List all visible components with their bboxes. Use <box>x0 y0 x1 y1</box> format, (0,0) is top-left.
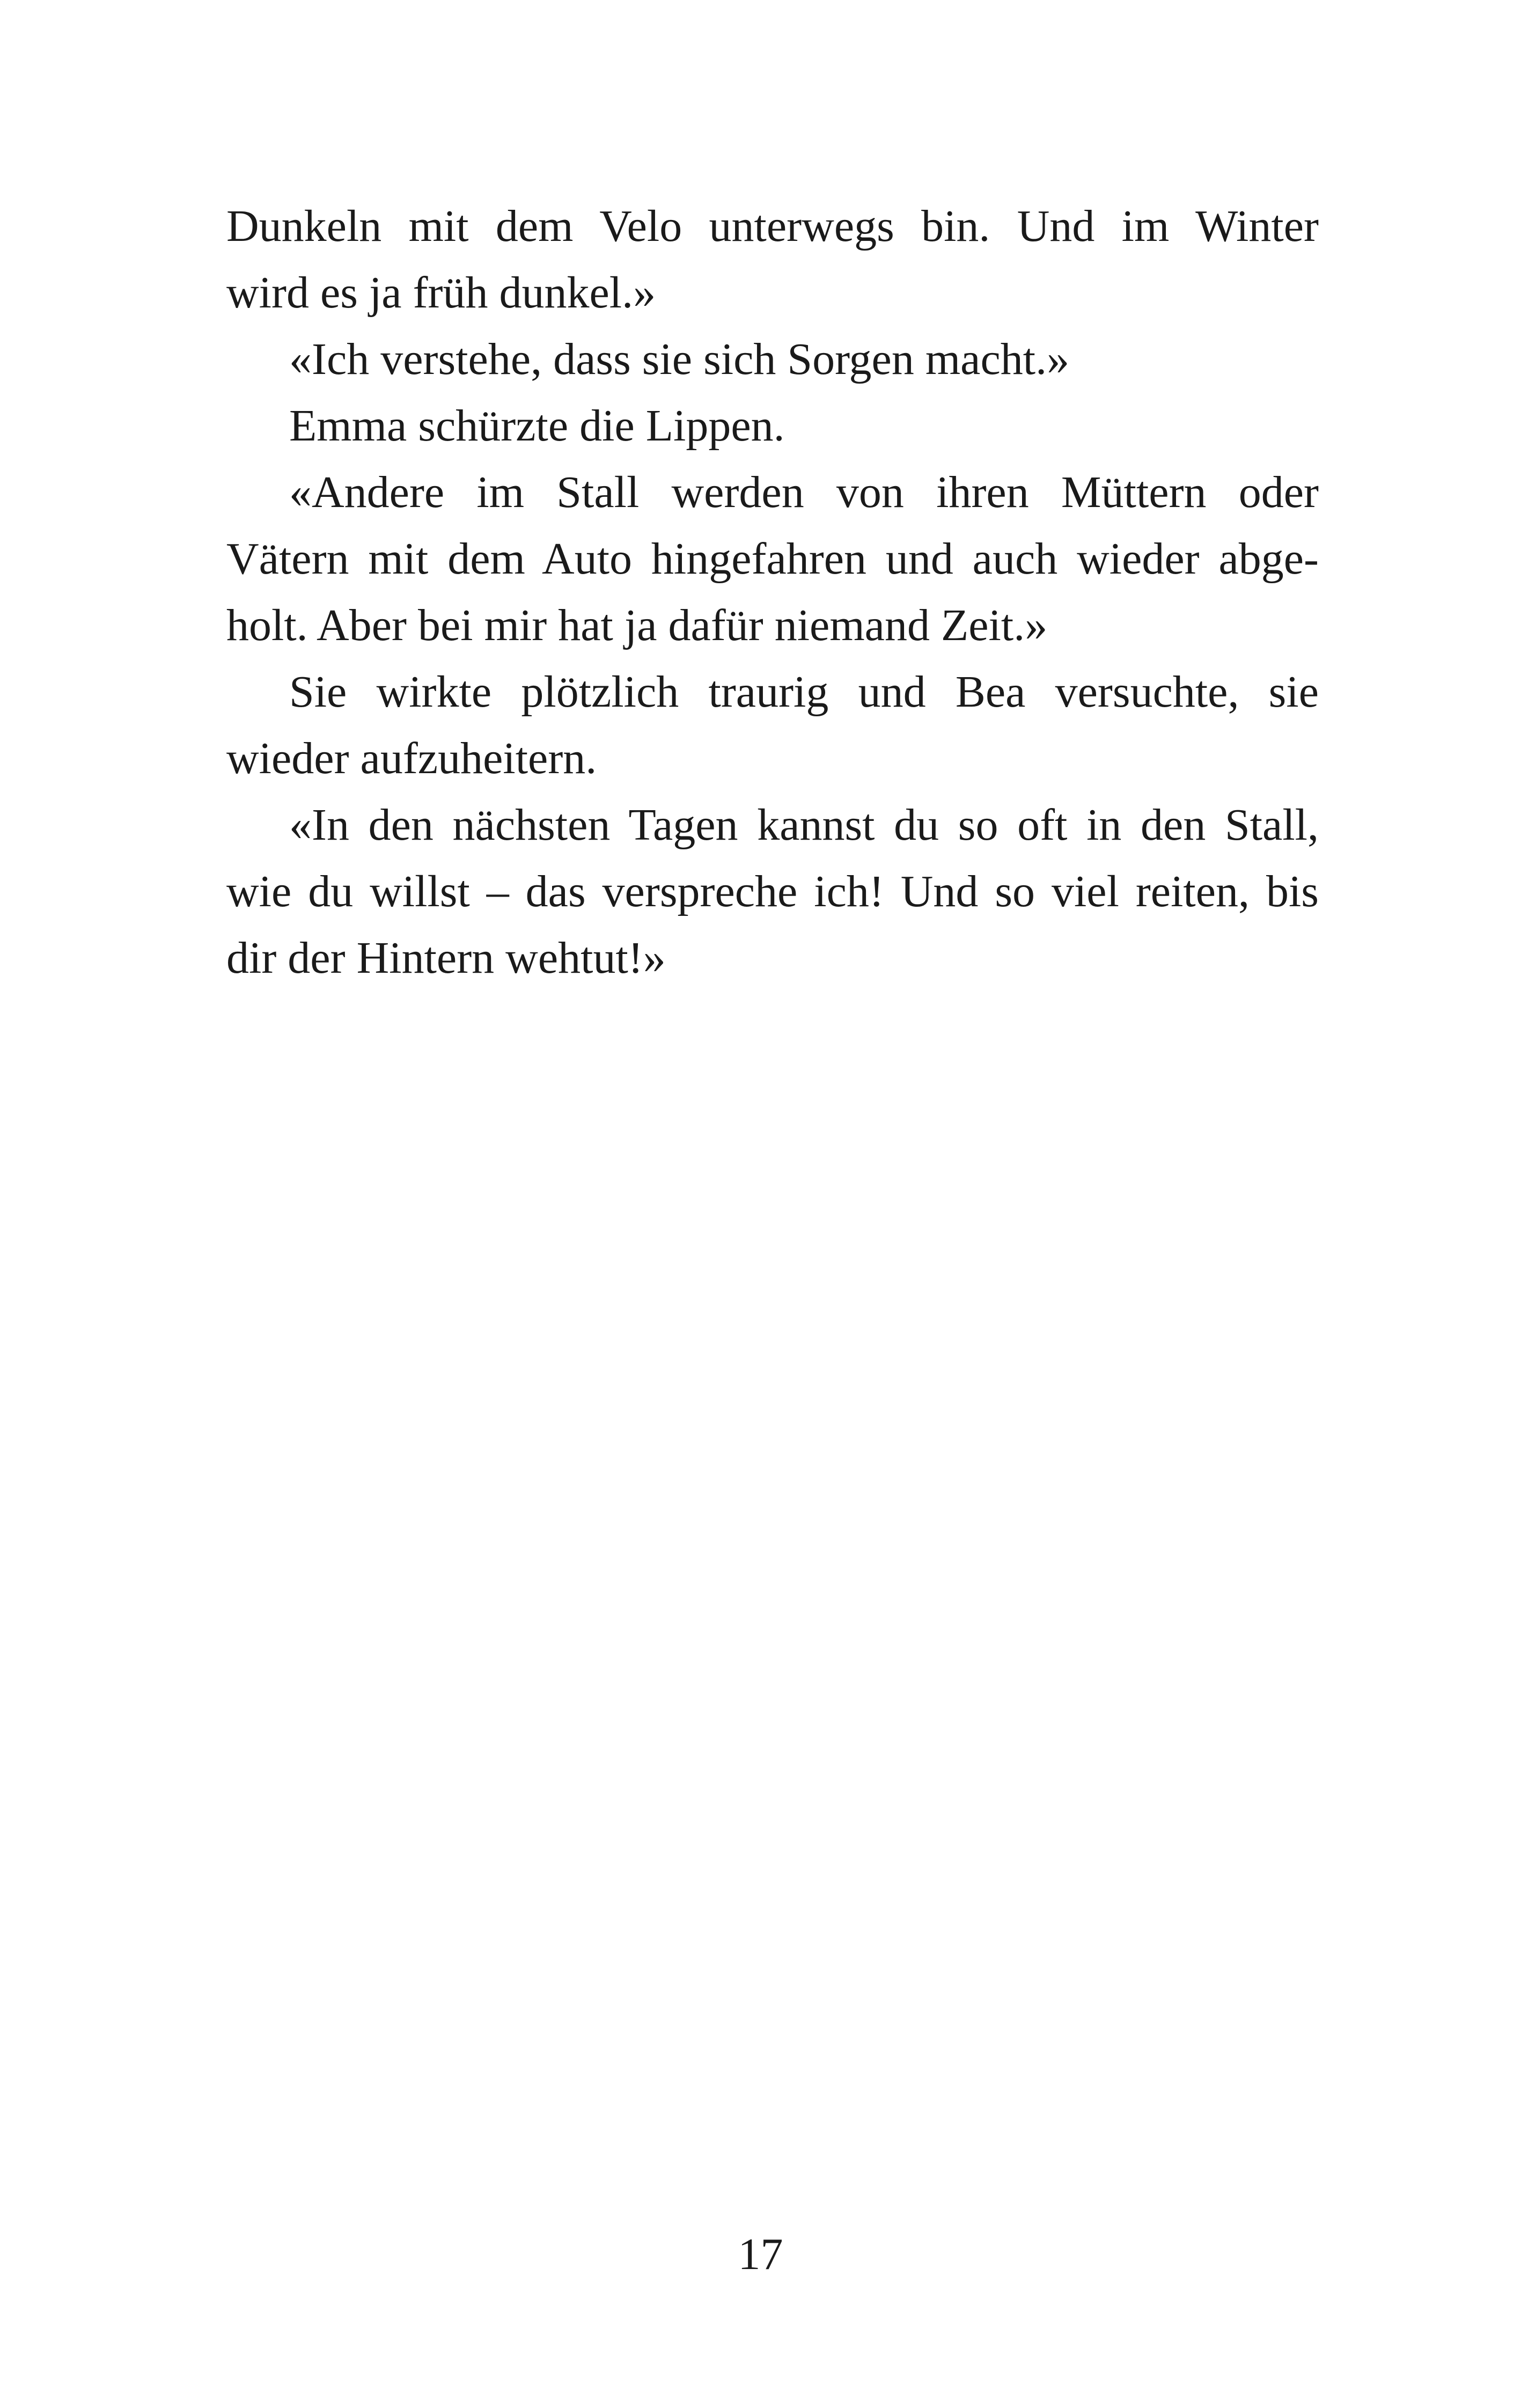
text-line: wird es ja früh dunkel.» <box>226 268 656 318</box>
text-line: Emma schürzte die Lippen. <box>289 401 785 451</box>
text-line: Vätern mit dem Auto hingefahren und auch wieder abge- <box>226 534 1319 584</box>
text-line: «In den nächsten Tagen kannst du so oft in den Stall, <box>289 800 1319 850</box>
text-line: «Ich verstehe, dass sie sich Sorgen macht.» <box>289 334 1070 384</box>
text-line: Sie wirkte plötzlich traurig und Bea versuchte, sie <box>289 667 1319 717</box>
text-line: wieder aufzuheitern. <box>226 733 597 783</box>
text-line: holt. Aber bei mir hat ja dafür niemand Zeit.» <box>226 600 1048 650</box>
text-line: «Andere im Stall werden von ihren Müttern oder <box>289 467 1319 517</box>
text-line: Dunkeln mit dem Velo unterwegs bin. Und im Winter <box>226 201 1319 251</box>
text-line: wie du willst – das verspreche ich! Und so viel reiten, bis <box>226 867 1319 916</box>
page-number: 17 <box>738 2229 783 2279</box>
text-line: dir der Hintern wehtut!» <box>226 933 666 983</box>
